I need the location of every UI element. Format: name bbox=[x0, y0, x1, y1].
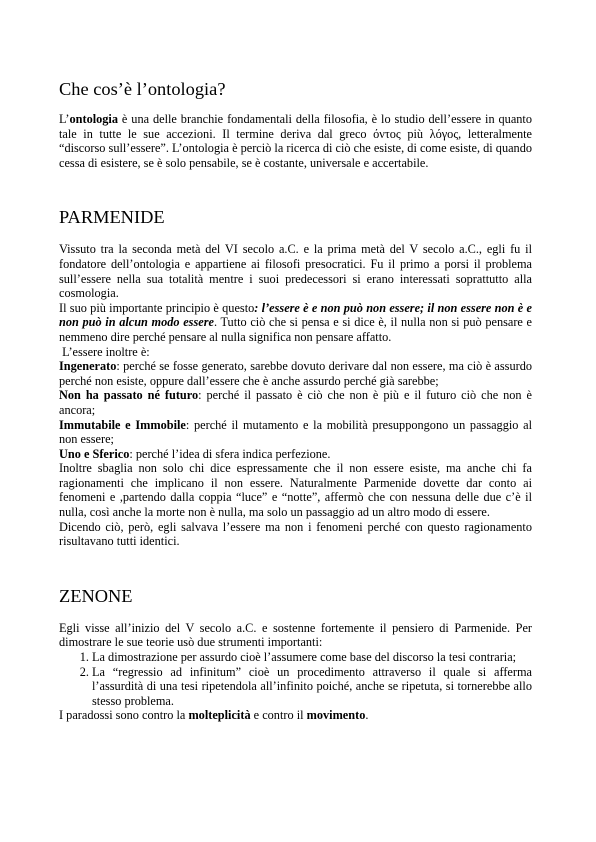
attribute-passato-futuro-label: Non ha passato né futuro bbox=[59, 388, 199, 403]
paradoxes-text-2: e contro il bbox=[250, 708, 307, 723]
paradoxes-text-1: I paradossi sono contro la bbox=[59, 708, 189, 723]
parmenide-p2-text-1: Il suo più importante principio è questo bbox=[59, 300, 255, 315]
list-item: 2. La “regressio ad infinitum” cioè un procedimento attraverso il quale si afferma l’assurdità di una tesi ripetendola all’infinito poiché, anche se ripetuta, si tornerebbe allo stesso problema. bbox=[92, 665, 532, 709]
parmenide-paragraph-3: L’essere inoltre è: bbox=[59, 344, 150, 359]
paradoxes-bold-molteplicita: molteplicità bbox=[188, 708, 251, 723]
section-heading-parmenide: PARMENIDE bbox=[59, 207, 165, 228]
parmenide-paragraph-1: Vissuto tra la seconda metà del VI secolo a.C. e la prima metà del V secolo a.C., egli fu il fondatore dell’ontologia e appartiene ai filosofi presocratici. Fu il primo a porsi il problema sull’essere nella sua totalità mentre i suoi predecessori si erano interessati soprattutto alla cosmologia. bbox=[59, 242, 532, 301]
attribute-passato-futuro-text: : perché il passato è ciò che non è più e il futuro ciò che non è ancora; bbox=[59, 388, 532, 417]
intro-paragraph bbox=[59, 112, 532, 170]
attribute-immutabile-text: : perché il mutamento e la mobilità presuppongono un passaggio al non essere; bbox=[59, 417, 532, 447]
section-zenone bbox=[59, 585, 532, 723]
paradoxes-text-3: . bbox=[365, 708, 369, 723]
attribute-uno-sferico-label: Uno e Sferico bbox=[59, 446, 130, 461]
intro-bold-ontologia: ontologia bbox=[69, 112, 118, 126]
attribute-passato-futuro bbox=[59, 388, 532, 417]
attribute-uno-sferico bbox=[59, 447, 532, 462]
attribute-ingenerato bbox=[59, 359, 532, 388]
attribute-ingenerato-label: Ingenerato bbox=[59, 359, 117, 374]
list-item: 1. La dimostrazione per assurdo cioè l’assumere come base del discorso la tesi contraria; bbox=[92, 650, 532, 665]
attribute-ingenerato-text: : perché se fosse generato, sarebbe dovuto derivare dal non essere, ma ciò è assurdo perché non esiste, oppure dall’essere che è anche assurdo perché già sarebbe; bbox=[59, 359, 532, 388]
intro-text-2: è una delle branchie fondamentali della filosofia, è lo studio dell’essere in quanto tale in tutte le sue accezioni. Il termine deriva dal greco όντος più λόγος, letteralmente “discorso sull’essere”. L’ontologia è perciò la ricerca di ciò che esiste, di come esiste, di quando cessa di esistere, se è solo pensabile, se è costante, universale e accertabile. bbox=[59, 112, 532, 170]
attribute-immutabile bbox=[59, 418, 532, 447]
attribute-immutabile-label: Immutabile e Immobile bbox=[59, 417, 186, 432]
section-parmenide bbox=[59, 206, 532, 548]
parmenide-paragraph-5: Dicendo ciò, però, egli salvava l’essere ma non i fenomeni perché con questo ragionamento risultavano tutti identici. bbox=[59, 519, 532, 549]
parmenide-p2-text-2: . Tutto ciò che si pensa e si dice è, il nulla non si può pensare e nemmeno dire perché pensare al nulla significa non pensare affatto. bbox=[59, 315, 533, 344]
parmenide-paragraph-4: Inoltre sbaglia non solo chi dice espressamente che il non essere esiste, ma anche chi fa ragionamenti che implicano il non essere. Naturalmente Parmenide dovette dar conto ai fenomeni e ,partendo dalla coppia “luce” e “notte”, affermò che con nessuna delle due c’è il nulla, così anche la morte non è nulla, ma solo un passaggio ad un altro modo di essere. bbox=[59, 461, 532, 520]
parmenide-paragraph-2 bbox=[59, 301, 532, 345]
attribute-uno-sferico-text: : perché l’idea di sfera indica perfezione. bbox=[129, 446, 331, 461]
zenone-tools-list bbox=[59, 650, 532, 708]
zenone-paradoxes bbox=[59, 708, 532, 723]
section-heading-zenone: ZENONE bbox=[59, 585, 133, 606]
paradoxes-bold-movimento: movimento bbox=[306, 708, 366, 723]
page-title: Che cos’è l’ontologia? bbox=[59, 79, 226, 99]
intro-text-1: L’ bbox=[59, 112, 70, 126]
parmenide-principle: : l’essere è e non può non essere; il non essere non è e non può in alcun modo essere bbox=[59, 300, 532, 330]
zenone-paragraph-1: Egli visse all’inizio del V secolo a.C. e sostenne fortemente il pensiero di Parmenide. Per dimostrare le sue teorie usò due strumenti importanti: bbox=[59, 620, 532, 650]
